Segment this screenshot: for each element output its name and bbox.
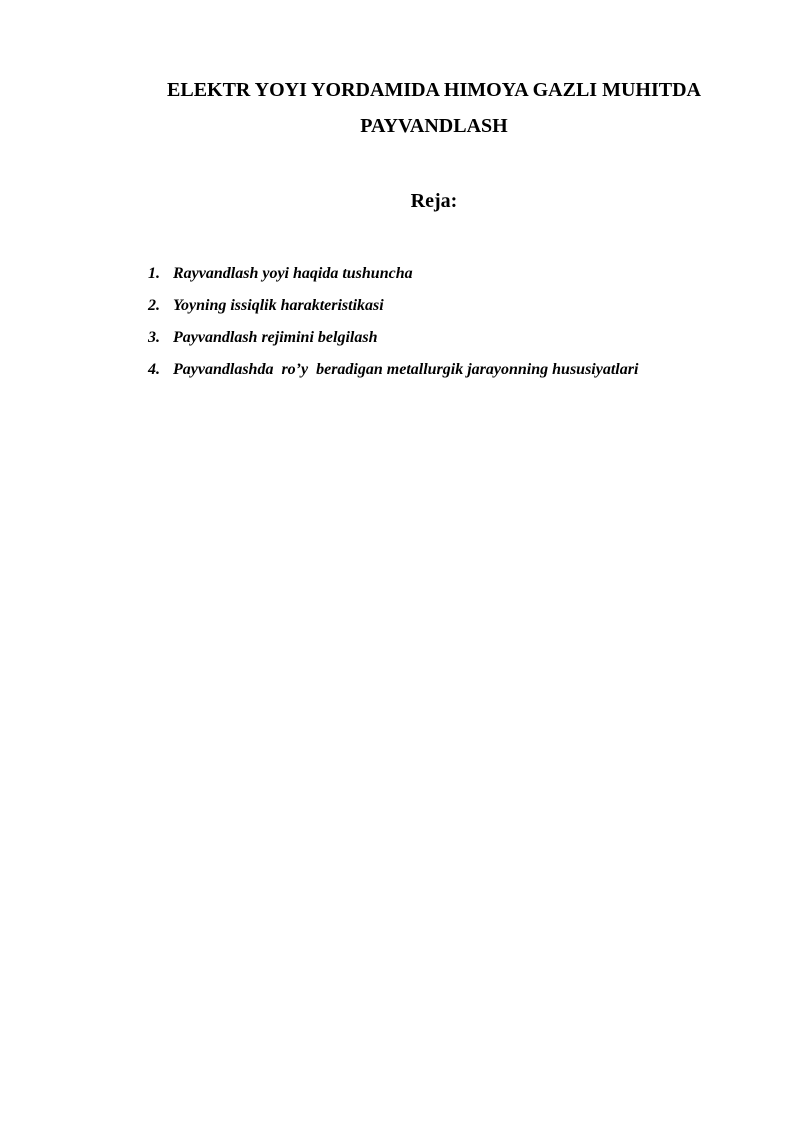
- plan-list: [148, 258, 768, 386]
- title-line-1: ELEKTR YOYI YORDAMIDA HIMOYA GAZLI MUHITDA: [167, 79, 701, 101]
- plan-item-4: [148, 354, 768, 386]
- plan-item-3: [148, 322, 768, 354]
- plan-item-text: Yoyning issiqlik harakteristikasi: [173, 297, 384, 314]
- plan-item-text: Payvandlash rejimini belgilash: [173, 329, 378, 346]
- plan-item-2: [148, 290, 768, 322]
- plan-item-1: [148, 258, 768, 290]
- plan-item-text: Payvandlashda ro’y beradigan metallurgik jarayonning hususiyatlari: [173, 361, 639, 378]
- plan-item-text: Rayvandlash yoyi haqida tushuncha: [173, 265, 413, 282]
- plan-heading: Reja:: [410, 190, 458, 212]
- plan-item-number: 3.: [148, 329, 160, 346]
- plan-item-number: 1.: [148, 265, 160, 282]
- document-title: [134, 72, 734, 144]
- plan-item-number: 4.: [148, 361, 160, 378]
- plan-item-number: 2.: [148, 297, 160, 314]
- title-line-2: PAYVANDLASH: [360, 115, 508, 137]
